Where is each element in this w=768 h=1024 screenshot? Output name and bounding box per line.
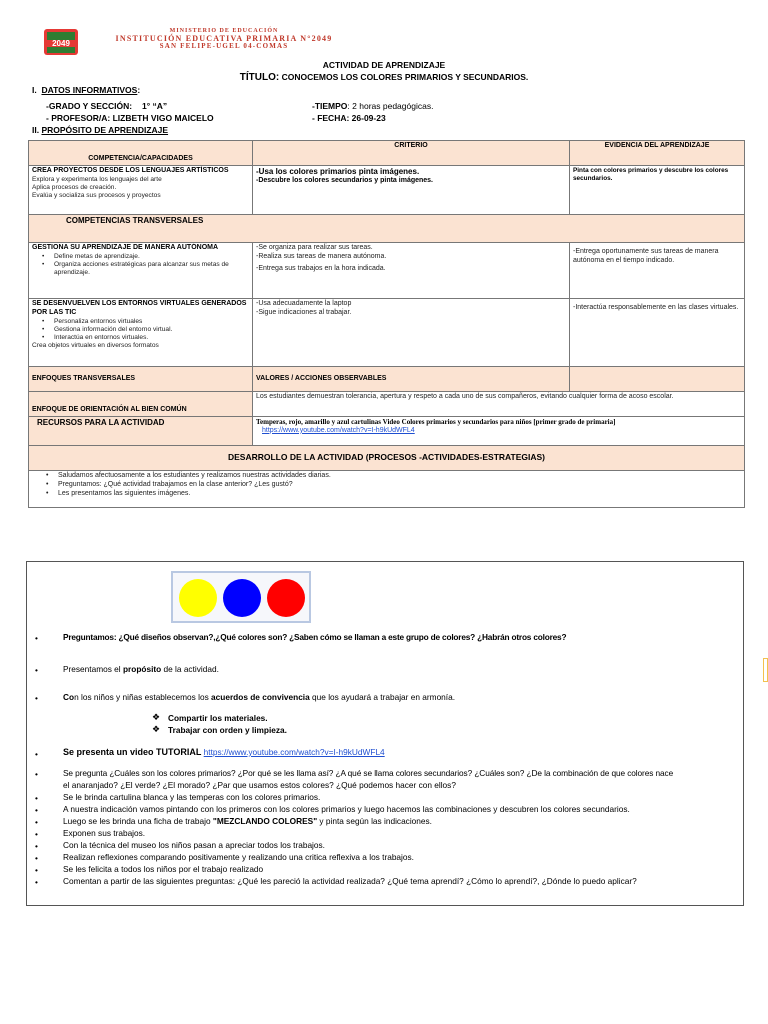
bullet: • <box>35 793 38 803</box>
empty-cell <box>570 367 745 392</box>
section-title: DATOS INFORMATIVOS <box>41 85 138 95</box>
diamond-bullet: ❖ <box>152 712 161 722</box>
common-good-title: ENFOQUE DE ORIENTACIÓN AL BIEN COMÚN <box>29 392 253 417</box>
rule-item: Trabajar con orden y limpieza. <box>168 725 287 735</box>
purpose-line: Presentamos el propósito de la actividad. <box>63 664 219 674</box>
section-info-heading: I. DATOS INFORMATIVOS: <box>32 85 141 95</box>
step-line: Se le brinda cartulina blanca y las temperas con los colores primarios. <box>63 792 321 802</box>
development-title: DESARROLLO DE LA ACTIVIDAD (PROCESOS -ACTIVIDADES-ESTRATEGIAS) <box>227 452 546 463</box>
evidence-text: -Interactúa responsablemente en las clases virtuales. <box>573 304 739 311</box>
criteria-cell <box>253 166 570 215</box>
header-competence: COMPETENCIA/CAPACIDADES <box>29 141 253 166</box>
video-line <box>63 747 385 759</box>
title-label: TÍTULO: <box>239 72 280 83</box>
time-info <box>312 101 433 111</box>
resources-text: Temperas, rojo, amarillo y azul cartulinas Video Colores primarios y secundarios para niños [primer grado de primaria] <box>256 418 616 426</box>
criteria-item: -Entrega sus trabajos en la hora indicada. <box>256 264 386 272</box>
step-line: Realizan reflexiones comparando positivamente y realizando una critica reflexiva a los trabajos. <box>63 852 414 862</box>
primary-colors-image <box>171 571 311 623</box>
bullet: • <box>35 817 38 827</box>
bullet: • <box>35 829 38 839</box>
criteria-item: -Realiza sus tareas de manera autónoma. <box>256 252 387 260</box>
virtual-title: SE DESENVUELVEN LOS ENTORNOS VIRTUALES GENERADOS POR LAS TIC <box>32 300 247 316</box>
bullet: • <box>35 805 38 815</box>
step-line: Comentan a partir de las siguientes preguntas: ¿Qué les pareció la actividad realizada? ¿Qué tema aprendí? ¿Cómo lo aprendí?, ¿Dónde lo puedo aplicar? <box>63 876 637 886</box>
blue-circle <box>223 579 261 617</box>
virtual-list <box>42 318 249 343</box>
title-value: CONOCEMOS LOS COLORES PRIMARIOS Y SECUNDARIOS. <box>281 72 529 82</box>
virtual-evidence-cell <box>570 299 745 367</box>
institution-name: INSTITUCIÓN EDUCATIVA PRIMARIA N°2049 <box>115 34 333 43</box>
teacher-name: - PROFESOR/A: LIZBETH VIGO MAICELO <box>46 113 214 123</box>
bullet: • <box>35 877 38 887</box>
capacity-item: Aplica procesos de creación. <box>32 183 117 191</box>
bullet: • <box>35 853 38 863</box>
worksheet-name: "MEZCLANDO COLORES" <box>212 816 318 826</box>
activity-heading: ACTIVIDAD DE APRENDIZAJE <box>322 60 446 70</box>
autonomy-list <box>42 253 249 278</box>
development-list <box>46 472 741 498</box>
evidence-cell: Pinta con colores primarios y descubre los colores secundarios. <box>570 166 745 215</box>
resources-title: RECURSOS PARA LA ACTIVIDAD <box>29 417 253 446</box>
step-line-continued: el anaranjado? ¿El verde? ¿El morado? ¿Par que usamos estos colores? ¿Qué podemos hacer con ellos? <box>63 780 456 790</box>
autonomy-criteria-cell <box>253 243 570 299</box>
list-item-continued: • Preguntamos: ¿Qué actividad trabajamos en la clase anterior? ¿Les gustó? <box>46 481 741 490</box>
autonomy-cell <box>29 243 253 299</box>
virtual-cell <box>29 299 253 367</box>
capacity-item: Explora y experimenta los lenguajes del arte <box>32 175 162 183</box>
capacity-item: Evalúa y socializa sus procesos y proyectos <box>32 192 161 200</box>
criteria-item: -Usa adecuadamente la laptop <box>256 300 352 307</box>
virtual-criteria-cell <box>253 299 570 367</box>
criteria-item: -Sigue indicaciones al trabajar. <box>256 308 352 316</box>
competence-cell <box>29 166 253 215</box>
activity-title <box>0 72 768 83</box>
time-label: -TIEMPO <box>312 101 348 111</box>
values-title: VALORES / ACCIONES OBSERVABLES <box>253 367 570 392</box>
rule-item: Compartir los materiales. <box>168 713 268 723</box>
common-good-text: Los estudiantes demuestran tolerancia, apertura y respeto a cada uno de sus compañeros, evitando cualquier forma de acoso escolar. <box>253 392 745 417</box>
step-line: Exponen sus trabajos. <box>63 828 146 838</box>
question-line <box>63 632 566 643</box>
resources-cell <box>253 417 745 446</box>
section2-title: PROPÓSITO DE APRENDIZAJE <box>41 125 169 135</box>
worksheet-line: Luego se les brinda una ficha de trabajo "MEZCLANDO COLORES" y pinta según las indicaciones. <box>63 816 432 826</box>
focus-title: ENFOQUES TRANSVERSALES <box>29 367 253 392</box>
competence-title: CREA PROYECTOS DESDE LOS LENGUAJES ARTÍSTICOS <box>32 167 229 174</box>
transversal-heading-cell <box>29 215 745 243</box>
yellow-circle <box>179 579 217 617</box>
list-item: • Les presentamos las siguientes imágenes. <box>46 490 741 499</box>
bullet: • <box>35 749 38 759</box>
step-line: Se pregunta ¿Cuáles son los colores primarios? ¿Por qué se les llama así? ¿A qué se llama colores secundarios? ¿Cuáles son? ¿De la combinación de que colores nace <box>63 768 674 778</box>
development-cell <box>29 471 745 508</box>
grade-label: -GRADO Y SECCIÓN: <box>46 101 133 111</box>
list-item: • Define metas de aprendizaje. <box>42 253 249 261</box>
criteria-item: -Descubre los colores secundarios y pinta imágenes. <box>256 177 434 184</box>
bullet: • <box>35 665 38 675</box>
ministry-name: MINISTERIO DE EDUCACIÓN <box>169 28 279 34</box>
time-value: : 2 horas pedagógicas. <box>347 101 434 111</box>
diamond-bullet: ❖ <box>152 724 161 734</box>
criteria-item: -Se organiza para realizar sus tareas. <box>256 244 373 251</box>
agreements-line: Con los niños y niñas establecemos los acuerdos de convivencia que los ayudará a trabajar en armonía. <box>63 692 456 702</box>
purpose-word: propósito <box>122 664 162 674</box>
red-circle <box>267 579 305 617</box>
bullet: • <box>35 769 38 779</box>
list-item: • Saludamos afectuosamente a los estudiantes y realizamos nuestras actividades diarias. <box>46 472 741 481</box>
grade-value: 1° “A” <box>142 101 168 111</box>
bullet: • <box>35 865 38 875</box>
resources-link[interactable]: https://www.youtube.com/watch?v=I-h9kUdWFL4 <box>262 426 415 434</box>
list-item: • Organiza acciones estratégicas para alcanzar sus metas de aprendizaje. <box>42 261 249 277</box>
criteria-item: -Usa los colores primarios pinta imágenes. <box>256 167 420 176</box>
development-heading-cell <box>29 446 745 471</box>
step-line: A nuestra indicación vamos pintando con los primeros con los colores primarios y luego hacemos las combinaciones y descubren los colores secundarios. <box>63 804 630 814</box>
question-label: Preguntamos: <box>63 632 117 642</box>
step-line: Con la técnica del museo los niños pasan a apreciar todos los trabajos. <box>63 840 325 850</box>
video-link[interactable]: https://www.youtube.com/watch?v=I-h9kUdWFL4 <box>203 747 385 757</box>
edge-marker <box>763 658 768 682</box>
date-info: - FECHA: 26-09-23 <box>312 113 386 123</box>
bullet: • <box>35 841 38 851</box>
header-evidence: EVIDENCIA DEL APRENDIZAJE <box>570 141 745 166</box>
bullet: • <box>35 633 38 643</box>
list-item: • Interactúa en entornos virtuales. <box>42 334 249 342</box>
evidence-text: -Entrega oportunamente sus tareas de manera autónoma en el tiempo indicado. <box>573 248 719 264</box>
logo-number: 2049 <box>52 39 70 48</box>
header-criteria: CRITERIO <box>253 141 570 166</box>
step-line: Se les felicita a todos los niños por el trabajo realizado <box>63 864 264 874</box>
section-number: I. <box>32 85 37 95</box>
autonomy-title: GESTIONA SU APRENDIZAJE DE MANERA AUTÓNOMA <box>32 244 219 251</box>
autonomy-evidence-cell <box>570 243 745 299</box>
agreements-word: acuerdos de convivencia <box>211 692 310 702</box>
learning-table <box>28 140 745 508</box>
question-text: ¿Qué diseños observan?,¿Qué colores son? ¿Saben cómo se llaman a este grupo de colores? ¿Habrán otros colores? <box>118 632 567 642</box>
bullet: • <box>35 693 38 703</box>
institution-location: SAN FELIPE-UGEL 04-COMAS <box>159 42 289 50</box>
video-label: Se presenta un video TUTORIAL <box>63 747 202 757</box>
section-purpose-heading <box>32 125 168 135</box>
list-item: • Gestiona información del entorno virtual. <box>42 326 249 334</box>
virtual-extra: Crea objetos virtuales en diversos formatos <box>32 342 159 350</box>
section2-number: II. <box>32 125 40 135</box>
list-item: • Personaliza entornos virtuales <box>42 318 249 326</box>
school-logo <box>43 28 79 56</box>
transversal-title: COMPETENCIAS TRANSVERSALES <box>66 216 204 225</box>
